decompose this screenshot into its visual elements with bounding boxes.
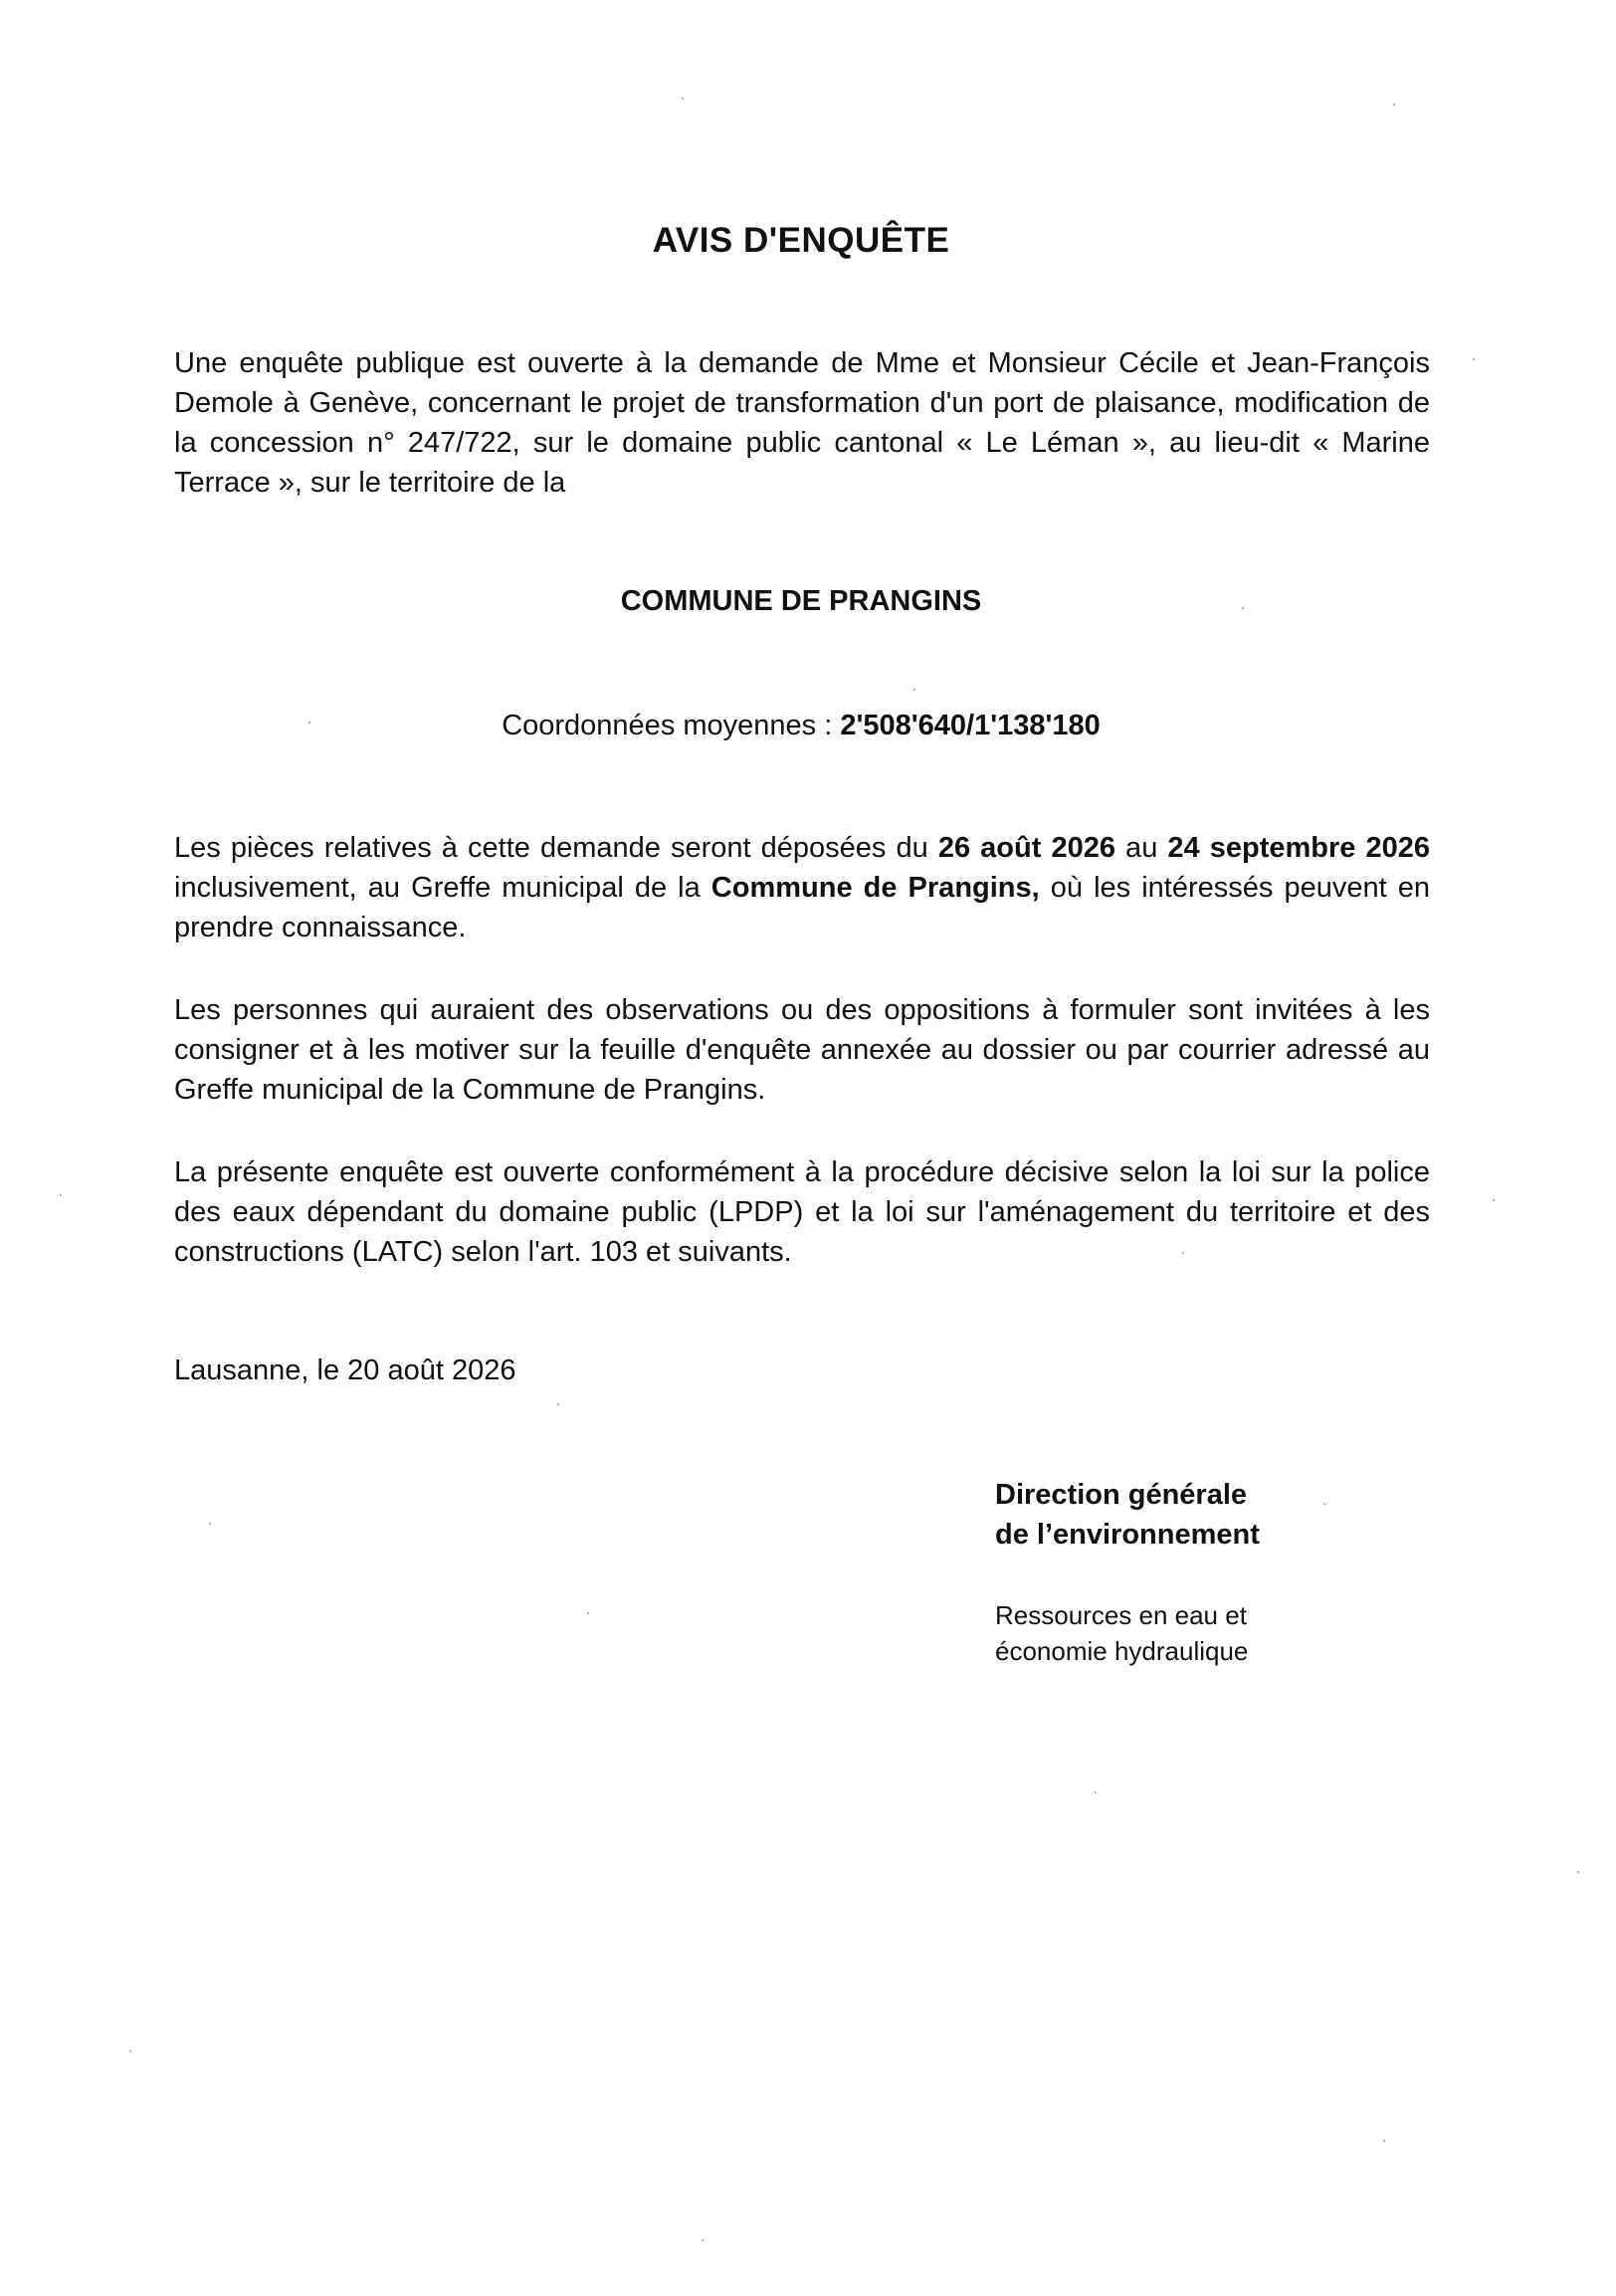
scan-speck bbox=[60, 1194, 62, 1196]
commune-heading: COMMUNE DE PRANGINS bbox=[620, 585, 982, 617]
scan-speck bbox=[1383, 2140, 1385, 2142]
scan-speck bbox=[1493, 1199, 1495, 1201]
scan-speck bbox=[913, 689, 915, 691]
scan-speck bbox=[129, 2050, 131, 2052]
deposit-text-2: au bbox=[1114, 832, 1168, 864]
scan-speck bbox=[209, 1523, 211, 1525]
legal-paragraph: La présente enquête est ouverte conformément à la procédure décisive selon la loi sur la police des eaux dépendant du domaine public (LPDP) et la loi sur l'aménagement du territoire et des constructions (LATC) selon l'art. 103 et suivants. bbox=[174, 1156, 1430, 1268]
coordinates-value: 2'508'640/1'138'180 bbox=[840, 710, 1101, 741]
scan-speck bbox=[1182, 1252, 1184, 1254]
scan-speck bbox=[702, 2239, 704, 2241]
scan-speck bbox=[1473, 358, 1475, 360]
scan-speck bbox=[1095, 1791, 1097, 1793]
coordinates-line bbox=[0, 710, 1602, 742]
deposit-text-4: où les intéressés peuvent en prendre connaissance. bbox=[174, 872, 1430, 943]
coordinates-label: Coordonnées moyennes : bbox=[502, 710, 833, 741]
scan-speck bbox=[1577, 1871, 1579, 1873]
signature-department bbox=[995, 1475, 1413, 1555]
observations-paragraph: Les personnes qui auraient des observations ou des oppositions à formuler sont invitées à les consigner et à les motiver sur la feuille d'enquête annexée au dossier ou par courrier adressé au Greffe municipal de la Commune de Prangins. bbox=[174, 994, 1430, 1106]
scan-speck bbox=[308, 722, 310, 724]
deposit-date-from: 26 août 2026 bbox=[937, 832, 1115, 864]
deposit-paragraph bbox=[174, 828, 1430, 947]
scan-speck bbox=[1242, 607, 1244, 609]
deposit-date-to: 24 septembre 2026 bbox=[1167, 832, 1431, 864]
department-line-2: de l’environnement bbox=[995, 1519, 1260, 1551]
unit-line-2: économie hydraulique bbox=[995, 1636, 1249, 1666]
scan-speck bbox=[1323, 1503, 1325, 1505]
intro-paragraph: Une enquête publique est ouverte à la demande de Mme et Monsieur Cécile et Jean-François Demole à Genève, concernant le projet de transformation d'un port de plaisance, modification de la concession n° 247/722, sur le domaine public cantonal « Le Léman », au lieu-dit « Marine Terrace », sur le territoire de la bbox=[174, 347, 1430, 499]
scan-speck bbox=[557, 1403, 559, 1405]
deposit-text-3: inclusivement, au Greffe municipal de la bbox=[174, 872, 711, 904]
place-date: Lausanne, le 20 août 2026 bbox=[174, 1355, 516, 1386]
department-line-1: Direction générale bbox=[995, 1479, 1248, 1511]
document-title: AVIS D'ENQUÊTE bbox=[652, 221, 950, 260]
deposit-place: Commune de Prangins, bbox=[710, 872, 1040, 904]
unit-line-1: Ressources en eau et bbox=[995, 1600, 1247, 1630]
scan-speck bbox=[682, 98, 684, 100]
scan-speck bbox=[1393, 104, 1395, 105]
signature-unit bbox=[995, 1597, 1413, 1669]
deposit-text-1: Les pièces relatives à cette demande seront déposées du bbox=[174, 832, 938, 864]
scan-speck bbox=[587, 1612, 589, 1614]
